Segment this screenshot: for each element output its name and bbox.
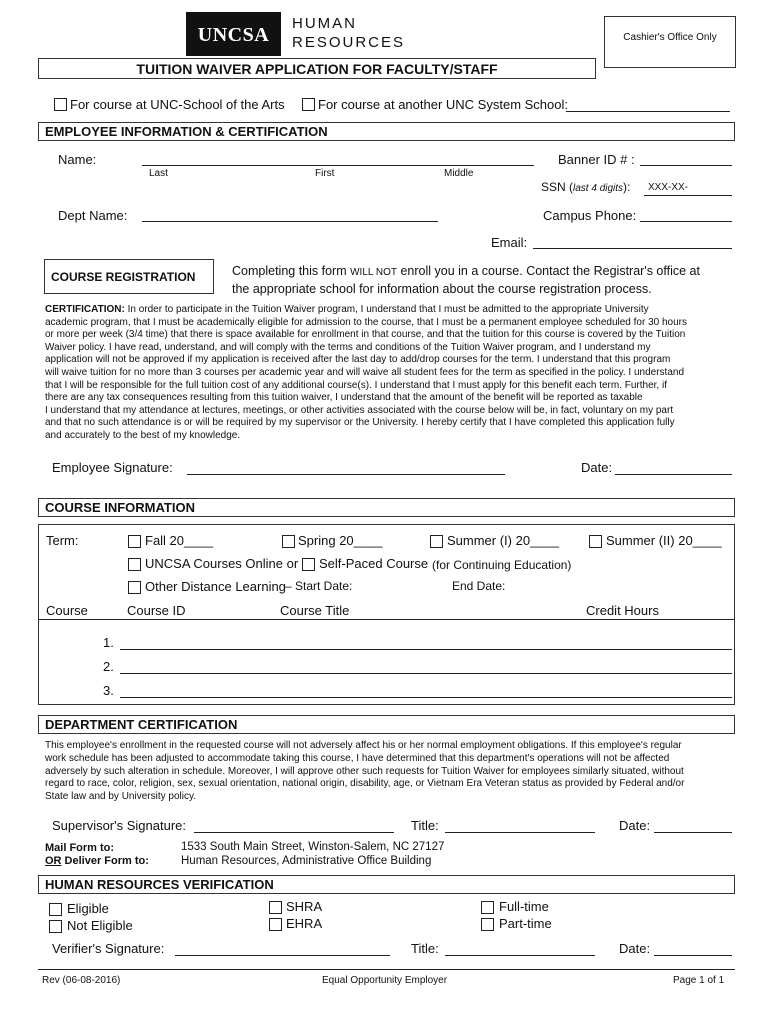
last-name-caption: Last xyxy=(149,168,168,179)
supervisor-title-field[interactable] xyxy=(445,819,595,833)
verifier-title-field[interactable] xyxy=(445,942,595,956)
summer-1-checkbox[interactable] xyxy=(430,535,443,548)
dept-cert-line-2: adversely by such alteration in schedule. Moreover, I will approve other such requests for Tuition Waiver for employees similarly situated, without xyxy=(45,765,684,777)
cert-line-6: that I will be responsible for the full tuition cost of any additional course(s). I understand that I must apply for this benefit each term. Further, if xyxy=(45,379,667,391)
supervisor-signature-label: Supervisor's Signature: xyxy=(52,818,186,833)
not-eligible-checkbox[interactable] xyxy=(49,920,62,933)
cashier-office-box xyxy=(604,16,736,68)
supervisor-date-label: Date: xyxy=(619,818,651,833)
unc-school-arts-checkbox[interactable] xyxy=(54,98,67,111)
revision-date: Rev (06-08-2016) xyxy=(42,975,121,986)
dept-line-2: RESOURCES xyxy=(292,34,406,51)
parttime-label: Part-time xyxy=(499,916,552,931)
cert-line-9: and that no such attendance is or will be required by my supervisor or the University. I hereby certify that I have completed this application fully xyxy=(45,417,675,429)
ssn-label-open: SSN ( xyxy=(541,180,574,194)
form-title-bar xyxy=(38,58,596,79)
course-info-heading: COURSE INFORMATION xyxy=(38,498,735,517)
ehra-checkbox[interactable] xyxy=(269,918,282,931)
not-eligible-label: Not Eligible xyxy=(67,918,133,933)
certification-text xyxy=(45,304,735,443)
notice-part-b: enroll you in a course. Contact the Registrar's office at xyxy=(396,264,700,278)
course-id-column-header: Course ID xyxy=(127,603,186,618)
cert-label: CERTIFICATION: xyxy=(45,304,125,315)
verifier-signature-label: Verifier's Signature: xyxy=(52,941,165,956)
online-label: UNCSA Courses Online or xyxy=(145,556,299,571)
course-row-2-field[interactable] xyxy=(120,660,732,674)
course-column-header: Course xyxy=(46,603,88,618)
cert-line-4: application will not be approved if my application is received after the last day to add/drop courses for the term. I understand that this program xyxy=(45,354,671,366)
summer-1-label: Summer (I) 20____ xyxy=(447,533,559,548)
online-checkbox[interactable] xyxy=(128,558,141,571)
notice-part-a: Completing this form xyxy=(232,264,351,278)
self-paced-checkbox[interactable] xyxy=(302,558,315,571)
logo-text: UNCSA xyxy=(197,24,270,46)
employee-date-field[interactable] xyxy=(615,461,732,475)
cert-line-0: In order to participate in the Tuition Waiver program, I understand that I must be admitted to the appropriate University xyxy=(124,304,649,315)
cert-line-2: or more per week (3/4 time) that there is space available for enrollment in that course, and that the tuition for this course is covered by the Tuition xyxy=(45,329,686,341)
uncsa-logo xyxy=(186,12,281,56)
dept-cert-text xyxy=(45,740,735,804)
employee-signature-label: Employee Signature: xyxy=(52,460,173,475)
supervisor-signature-field[interactable] xyxy=(194,819,394,833)
verifier-date-label: Date: xyxy=(619,941,651,956)
banner-id-field[interactable] xyxy=(640,152,732,166)
cert-line xyxy=(45,304,735,317)
first-name-caption: First xyxy=(315,168,335,179)
mail-form-label: Mail Form to: xyxy=(45,842,115,854)
distance-learning-checkbox[interactable] xyxy=(128,581,141,594)
fall-label: Fall 20____ xyxy=(145,533,213,548)
hr-verification-heading: HUMAN RESOURCES VERIFICATION xyxy=(38,875,735,894)
shra-label: SHRA xyxy=(286,899,323,914)
dept-cert-line-0: This employee's enrollment in the requested course will not adversely affect his or her normal employment obligations. If this employee's regular xyxy=(45,740,682,751)
course-row-number: 3. xyxy=(103,683,114,698)
other-unc-school-checkbox[interactable] xyxy=(302,98,315,111)
term-label: Term: xyxy=(46,533,79,548)
supervisor-title-label: Title: xyxy=(411,818,439,833)
form-title: TUITION WAIVER APPLICATION FOR FACULTY/STAFF xyxy=(136,61,498,77)
dept-line-1: HUMAN xyxy=(292,15,357,32)
email-field[interactable] xyxy=(533,235,732,249)
cert-line-1: academic program, that I must be academically eligible for admission to the course, that I must be a permanent employee scheduled for 30 hours xyxy=(45,316,688,328)
other-unc-school-label: For course at another UNC System School: xyxy=(318,97,568,112)
notice-line-2: the appropriate school for information about the course registration process. xyxy=(232,282,652,296)
eoe-statement: Equal Opportunity Employer xyxy=(322,975,448,986)
course-header-divider xyxy=(38,619,735,620)
shra-checkbox[interactable] xyxy=(269,901,282,914)
ssn-field[interactable] xyxy=(644,182,732,196)
dept-name-label: Dept Name: xyxy=(58,208,128,223)
dept-cert-line-3: regard to race, color, religion, sex, sexual orientation, national origin, disability, age, or Vietnam Era Veteran status as provided by Federal and/or xyxy=(45,778,685,790)
cert-line-3: Waiver policy. I have read, understand, and will comply with the terms and conditions of the Tuition Waiver program, and I understand my xyxy=(45,341,651,353)
ehra-label: EHRA xyxy=(286,916,323,931)
dept-cert-line-4: State law and by University policy. xyxy=(45,791,196,803)
ssn-prefix: XXX-XX- xyxy=(648,182,689,193)
course-registration-box xyxy=(44,259,214,294)
self-paced-label: Self-Paced Course xyxy=(319,556,429,571)
ssn-label xyxy=(541,180,630,194)
supervisor-date-field[interactable] xyxy=(654,819,732,833)
dept-cert-line-1: work schedule has been adjusted to accommodate taking this course, I have determined that this department's operations will not be affected xyxy=(45,752,670,764)
start-date-label: – Start Date: xyxy=(285,579,353,593)
spring-label: Spring 20____ xyxy=(298,533,383,548)
course-row-3-field[interactable] xyxy=(120,684,732,698)
deliver-form-label xyxy=(45,855,149,867)
summer-2-checkbox[interactable] xyxy=(589,535,602,548)
deliver-address: Human Resources, Administrative Office Building xyxy=(181,855,432,867)
name-field[interactable] xyxy=(142,152,534,166)
fulltime-label: Full-time xyxy=(499,899,549,914)
dept-name-field[interactable] xyxy=(142,208,438,222)
ssn-label-close: ): xyxy=(623,180,631,194)
course-registration-heading: COURSE REGISTRATION xyxy=(51,270,196,284)
notice-line-1 xyxy=(232,263,700,281)
hr-department-name xyxy=(292,14,405,52)
deliver-label-text: Deliver Form to: xyxy=(61,855,149,867)
end-date-label: End Date: xyxy=(452,579,506,593)
dept-cert-heading: DEPARTMENT CERTIFICATION xyxy=(38,715,735,734)
employee-signature-field[interactable] xyxy=(187,461,505,475)
parttime-checkbox[interactable] xyxy=(481,918,494,931)
cert-line-10: and accurately to the best of my knowledge. xyxy=(45,429,241,441)
ssn-label-italic: last 4 digits xyxy=(573,183,624,194)
eligible-checkbox[interactable] xyxy=(49,903,62,916)
course-row-number: 1. xyxy=(103,635,114,650)
fulltime-checkbox[interactable] xyxy=(481,901,494,914)
cert-line-5: will waive tuition for no more than 3 courses per academic year and will waive all student fees for the term as specified in the policy. I understand xyxy=(45,366,685,378)
employee-info-heading: EMPLOYEE INFORMATION & CERTIFICATION xyxy=(38,122,735,141)
unc-school-arts-label: For course at UNC-School of the Arts xyxy=(70,97,285,112)
verifier-signature-field[interactable] xyxy=(175,942,390,956)
spring-checkbox[interactable] xyxy=(282,535,295,548)
verifier-title-label: Title: xyxy=(411,941,439,956)
summer-2-label: Summer (II) 20____ xyxy=(606,533,722,548)
course-row-number: 2. xyxy=(103,659,114,674)
page-number: Page 1 of 1 xyxy=(673,975,725,986)
course-title-column-header: Course Title xyxy=(280,603,350,618)
mail-address: 1533 South Main Street, Winston-Salem, NC 27127 xyxy=(181,841,445,853)
or-label: OR xyxy=(45,855,62,867)
banner-id-label: Banner ID # : xyxy=(558,152,635,167)
distance-learning-label: Other Distance Learning xyxy=(145,579,286,594)
footer-divider xyxy=(38,969,735,970)
course-registration-notice xyxy=(232,263,700,297)
other-unc-school-field[interactable] xyxy=(566,98,730,112)
email-label: Email: xyxy=(491,235,528,250)
campus-phone-field[interactable] xyxy=(640,208,732,222)
name-label: Name: xyxy=(58,152,97,167)
cashier-label: Cashier's Office Only xyxy=(623,32,717,43)
cert-line-7: there are any tax consequences resulting from this tuition waiver, I understand that the amount of the benefit will be reported as taxable xyxy=(45,392,643,404)
cert-line-8: I understand that my attendance at lectures, meetings, or other activities associated with the course below will be, in fact, voluntary on my part xyxy=(45,404,674,416)
continuing-ed-label: (for Continuing Education) xyxy=(432,558,572,572)
campus-phone-label: Campus Phone: xyxy=(543,208,637,223)
notice-will-not: WILL NOT xyxy=(350,267,397,278)
employee-date-label: Date: xyxy=(581,460,613,475)
credit-hours-column-header: Credit Hours xyxy=(586,603,659,618)
middle-name-caption: Middle xyxy=(444,168,474,179)
verifier-date-field[interactable] xyxy=(654,942,732,956)
eligible-label: Eligible xyxy=(67,901,109,916)
course-row-1-field[interactable] xyxy=(120,636,732,650)
fall-checkbox[interactable] xyxy=(128,535,141,548)
